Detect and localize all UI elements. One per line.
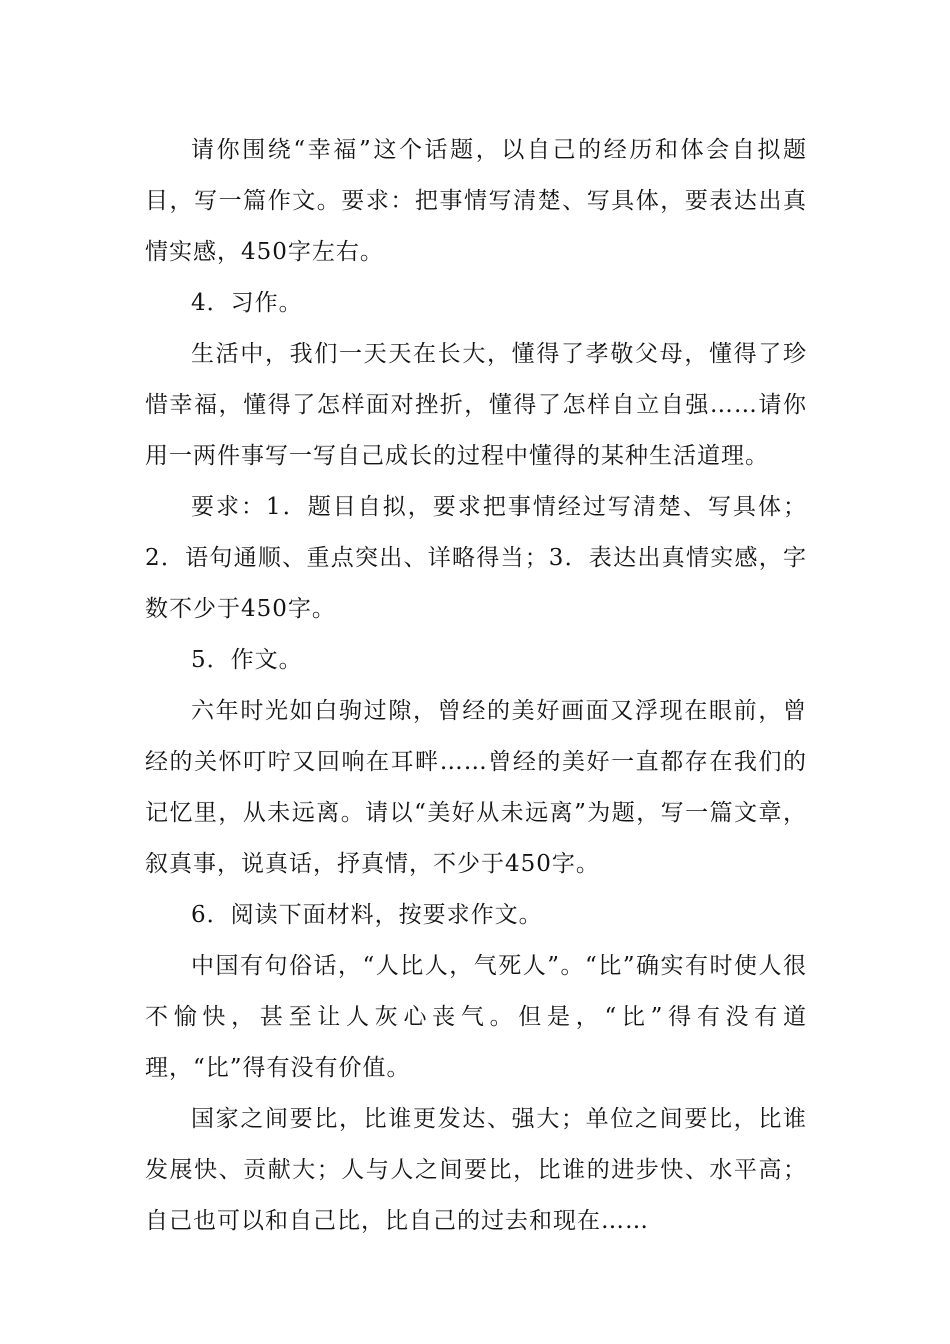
paragraph-comparison-examples: 国家之间要比，比谁更发达、强大；单位之间要比，比谁发展快、贡献大；人与人之间要比，比谁的进步快、水平高；自己也可以和自己比，比自己的过去和现在…… (145, 1106, 807, 1234)
paragraph-happiness-prompt: 请你围绕“幸福”这个话题，以自己的经历和体会自拟题目，写一篇作文。要求：把事情写清楚、写具体，要表达出真情实感，450字左右。 (145, 137, 807, 265)
heading-item-4: 4．习作。 (191, 290, 303, 316)
paragraph-beauty-prompt: 六年时光如白驹过隙，曾经的美好画面又浮现在眼前，曾经的关怀叮咛又回响在耳畔……曾经的美好一直都存在我们的记忆里，从未远离。请以“美好从未远离”为题，写一篇文章，叙真事，说真话，抒真情，不少于450字。 (145, 698, 807, 877)
paragraph-requirements: 要求：1．题目自拟，要求把事情经过写清楚、写具体；2．语句通顺、重点突出、详略得当；3．表达出真情实感，字数不少于450字。 (145, 494, 807, 622)
paragraph-growing-up-prompt: 生活中，我们一天天在长大，懂得了孝敬父母，懂得了珍惜幸福，懂得了怎样面对挫折，懂得了怎样自立自强……请你用一两件事写一写自己成长的过程中懂得的某种生活道理。 (145, 341, 807, 469)
document-body (145, 125, 807, 1247)
paragraph-comparison-material: 中国有句俗话，“人比人，气死人”。“比”确实有时使人很不愉快，甚至让人灰心丧气。但是，“比”得有没有道理，“比”得有没有价值。 (145, 953, 807, 1081)
heading-item-6: 6．阅读下面材料，按要求作文。 (191, 902, 543, 928)
heading-item-5: 5．作文。 (191, 647, 303, 673)
